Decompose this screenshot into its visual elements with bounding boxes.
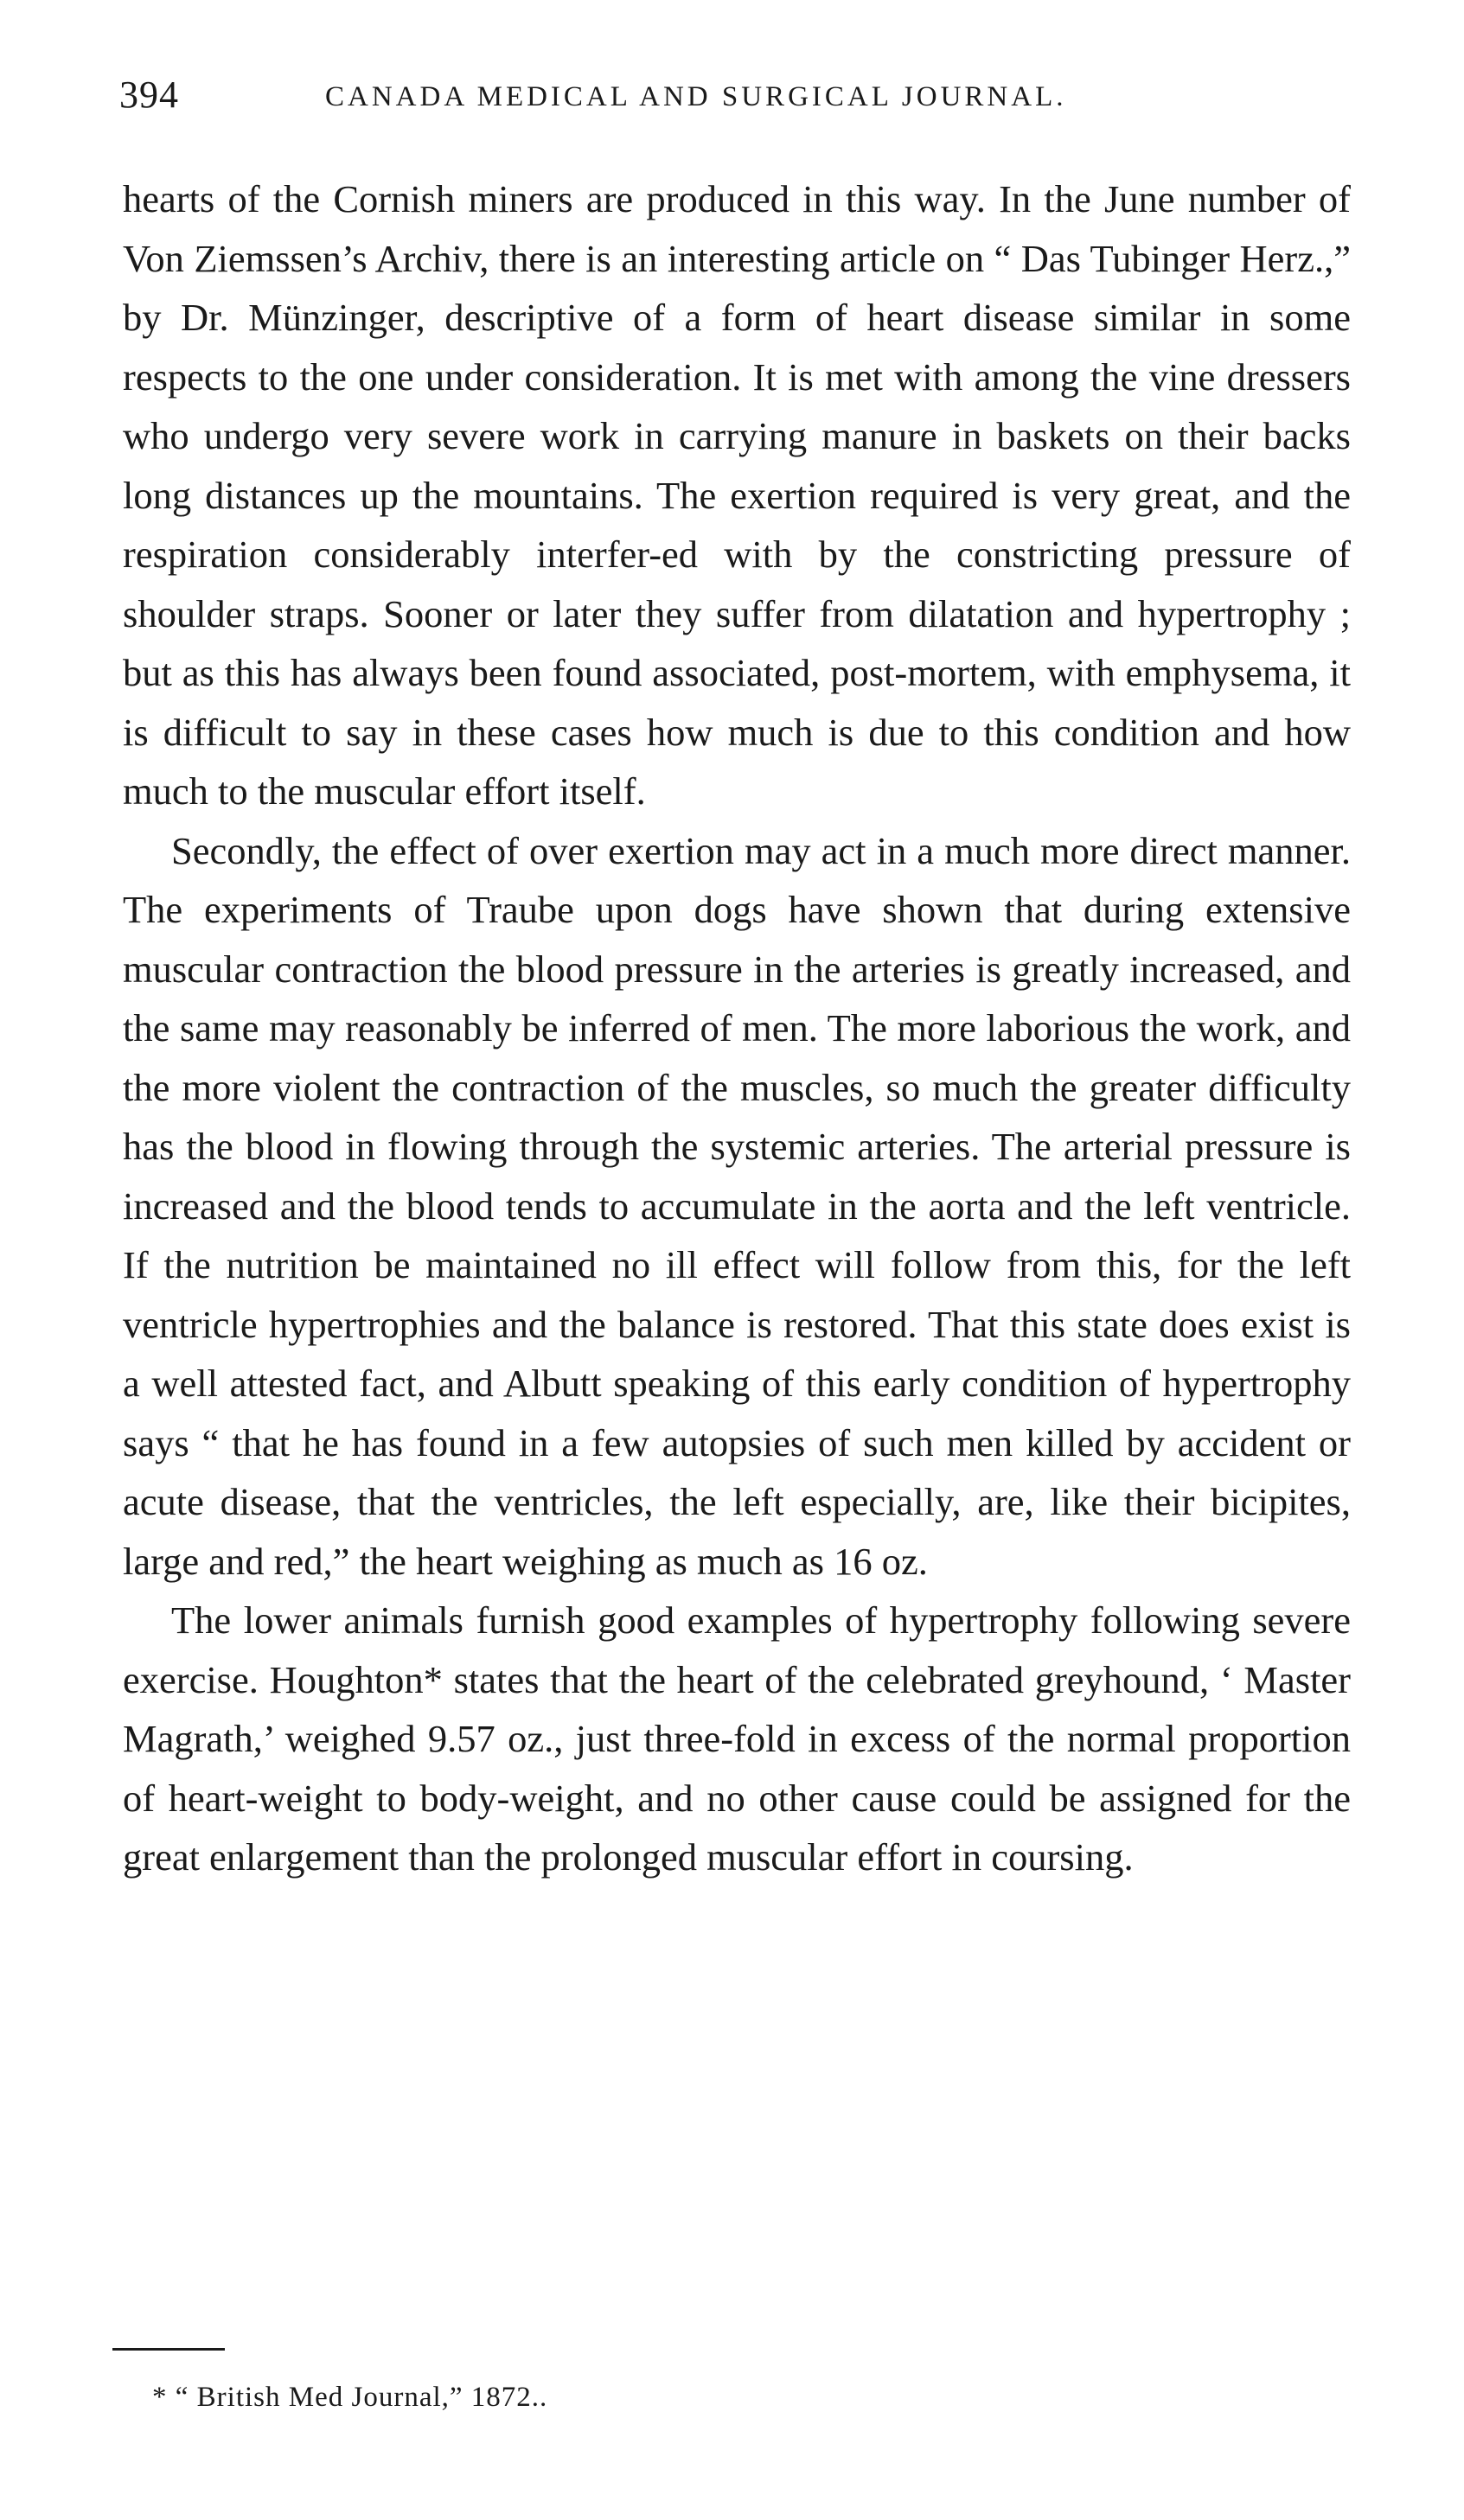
paragraph-over-exertion: Secondly, the effect of over exertion may act in a much more direct manner. The experiments of Traube upon dogs have shown that during extensive muscular contraction the blood pressure in the arteries is greatly increased, and the same may reasonably be inferred of men. The more laborious the work, and the more violent the contraction of the muscles, so much the greater difficulty has the blood in flowing through the systemic arteries. The arterial pressure is increased and the blood tends to accumulate in the aorta and the left ventricle. If the nutrition be maintained no ill effect will follow from this, for the left ventricle hypertrophies and the balance is restored. That this state does exist is a well attested fact, and Albutt speaking of this early condition of hypertrophy says “ that he has found in a few autopsies of such men killed by accident or acute disease, that the ventricles, the left especially, are, like their bicipites, large and red,” the heart weighing as much as 16 oz. xyxy=(123,828,1351,1583)
running-head xyxy=(119,73,1330,124)
paragraph-continued: hearts of the Cornish miners are produced in this way. In the June number of Von Ziemssen’s Archiv, there is an interesting article on “ Das Tubinger Herz.,” by Dr. Münzinger, descriptive of a form of heart disease similar in some respects to the one under consideration. It is met with among the vine dressers who undergo very severe work in carrying manure in baskets on their backs long distances up the mountains. The exertion required is very great, and the respiration considerably interfer-ed with by the constricting pressure of shoulder straps. Sooner or later they suffer from dilatation and hypertrophy ; but as this has always been found associated, post-mortem, with emphysema, it is difficult to say in these cases how much is due to this condition and how much to the muscular effort itself. xyxy=(123,177,1351,813)
journal-title: CANADA MEDICAL AND SURGICAL JOURNAL. xyxy=(325,81,1067,112)
paragraph-lower-animals: The lower animals furnish good examples of hypertrophy following severe exercise. Houghton* states that the heart of the celebrated greyhound, ‘ Master Magrath,’ weighed 9.57 oz., just three-fold in excess of the normal proportion of heart-weight to body-weight, and no other cause could be assigned for the great enlargement than the prolonged muscular effort in coursing. xyxy=(123,1598,1351,1879)
article-body xyxy=(123,169,1351,1887)
footnote: * “ British Med Journal,” 1872.. xyxy=(152,2382,548,2413)
footnote-rule xyxy=(112,2348,225,2351)
page-number: 394 xyxy=(119,73,179,116)
